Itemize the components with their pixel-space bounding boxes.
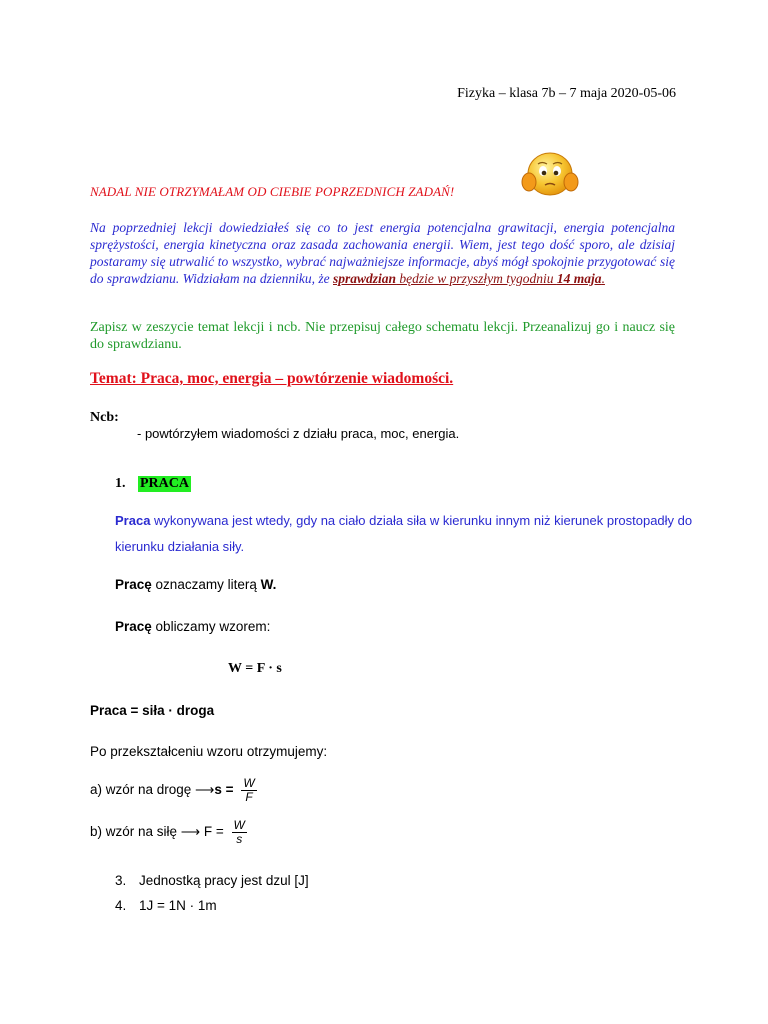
work-definition bbox=[115, 508, 695, 560]
section-title: PRACA bbox=[140, 476, 189, 491]
formula-distance-prefix: a) wzór na drogę ⟶ bbox=[90, 782, 215, 798]
fraction-denominator: s bbox=[236, 832, 243, 846]
fraction-w-over-s bbox=[232, 819, 247, 846]
list-item-text: Jednostką pracy jest dzul [J] bbox=[139, 873, 309, 888]
formula-term: Pracę bbox=[115, 619, 152, 634]
worried-face-emoji-icon bbox=[520, 152, 580, 198]
intro-paragraph bbox=[90, 219, 675, 287]
definition-text: wykonywana jest wtedy, gdy na ciało działa siła w kierunku innym niż kierunek prostopadły do kierunku działania siły. bbox=[115, 513, 693, 554]
ncb-title: Ncb: bbox=[90, 410, 119, 425]
intro-text: Na poprzedniej lekcji dowiedziałeś się co to jest energia potencjalna grawitacji, energia potencjalna sprężystości, energia kinetyczna oraz zasada zachowania energii. Wiem, jest tego dość sporo, ale dzisiaj postaramy się utrwalić to wszystko, wybrać najważniejsze informacje, abyś mógł spokojnie przygotować się do sprawdzianu. Widziałam na dzienniku, że bbox=[90, 220, 675, 286]
fraction-numerator: W bbox=[243, 776, 255, 790]
lesson-topic: Temat: Praca, moc, energia – powtórzenie wiadomości. bbox=[90, 370, 454, 387]
symbol-letter: W. bbox=[260, 577, 277, 592]
list-item bbox=[115, 873, 309, 888]
symbol-text: oznaczamy literą bbox=[151, 577, 261, 592]
list-item bbox=[115, 898, 217, 913]
work-equation-words: Praca = siła · droga bbox=[90, 703, 215, 718]
formula-force-prefix: b) wzór na siłę ⟶ F = bbox=[90, 824, 224, 840]
formula-distance bbox=[90, 777, 257, 804]
ncb-item: - powtórzyłem wiadomości z działu praca, moc, energia. bbox=[137, 426, 460, 441]
test-info bbox=[333, 271, 605, 286]
symbol-term: Pracę bbox=[115, 577, 152, 592]
formula-force bbox=[90, 819, 247, 846]
list-item-text: 1J = 1N · 1m bbox=[139, 898, 217, 913]
test-date: 14 maja bbox=[556, 271, 602, 286]
formula-intro-line bbox=[115, 619, 270, 634]
test-rest: będzie w przyszłym tygodniu bbox=[396, 271, 557, 286]
document-header: Fizyka – klasa 7b – 7 maja 2020-05-06 bbox=[457, 86, 676, 101]
definition-term: Praca bbox=[115, 513, 151, 528]
symbol-line bbox=[115, 577, 276, 592]
formula-distance-var: s = bbox=[214, 782, 234, 798]
instruction-paragraph: Zapisz w zeszycie temat lekcji i ncb. Nie przepisuj całego schematu lekcji. Przeanalizuj go i naucz się do sprawdzianu. bbox=[90, 320, 675, 352]
list-item-number: 4. bbox=[115, 898, 127, 913]
list-item-number: 3. bbox=[115, 873, 127, 888]
formula-intro-text: obliczamy wzorem: bbox=[151, 619, 271, 634]
warning-message: NADAL NIE OTRZYMAŁAM OD CIEBIE POPRZEDNICH ZADAŃ! bbox=[90, 184, 455, 199]
transform-text: Po przekształceniu wzoru otrzymujemy: bbox=[90, 744, 328, 759]
test-word: sprawdzian bbox=[333, 271, 397, 286]
work-formula: W = F · s bbox=[228, 661, 282, 676]
intro-end: . bbox=[601, 271, 605, 286]
fraction-numerator: W bbox=[233, 818, 245, 832]
fraction-denominator: F bbox=[245, 790, 253, 804]
section-number: 1. bbox=[115, 476, 126, 491]
fraction-w-over-f bbox=[241, 777, 256, 804]
